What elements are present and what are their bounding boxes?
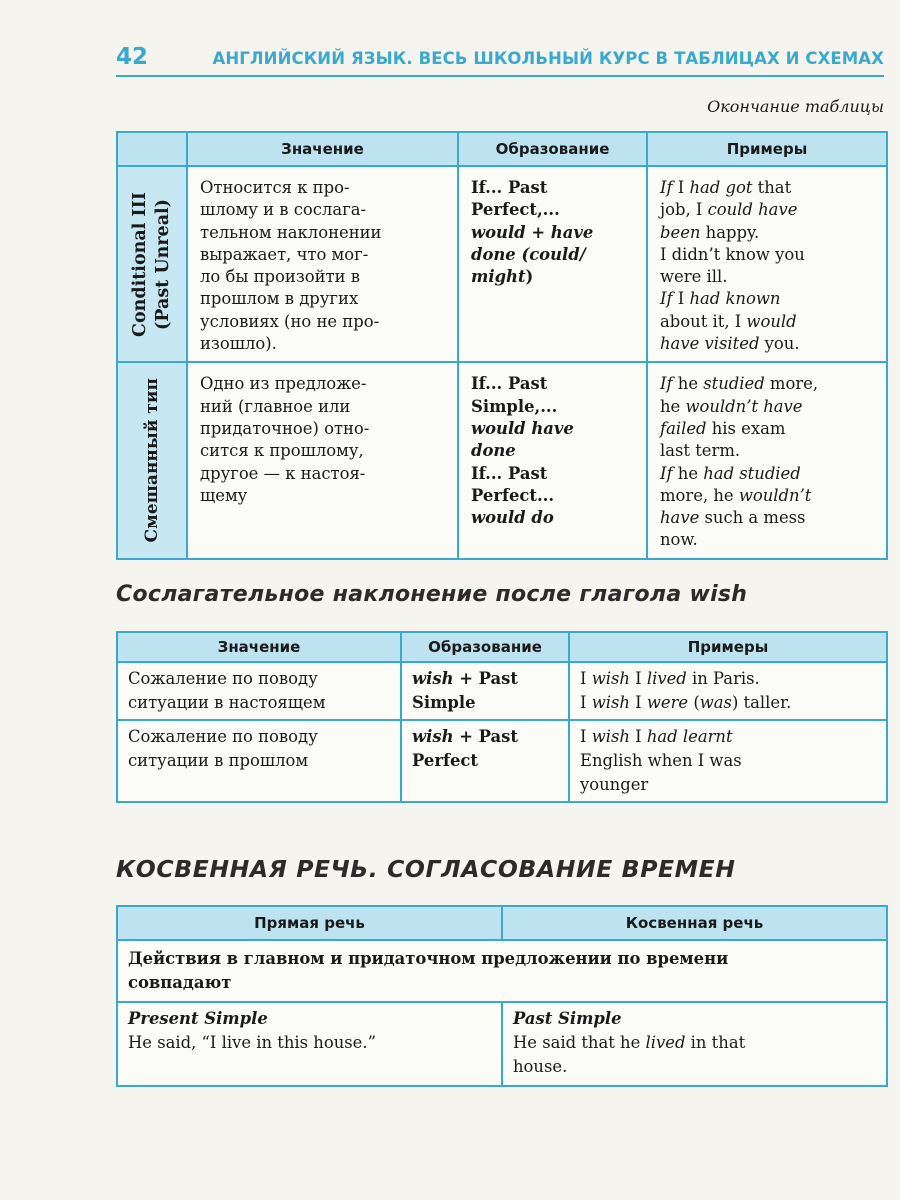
text-line: Perfect,...	[471, 200, 560, 220]
tense-label: Past Simple	[513, 1009, 622, 1028]
text-line: совпадают	[128, 973, 232, 992]
column-header: Примеры	[569, 632, 887, 662]
text-span: (	[688, 693, 700, 712]
text-line: last term.	[660, 441, 741, 461]
text-line: Сожаление по поводу	[128, 669, 318, 688]
text-line: изошло).	[200, 334, 277, 354]
column-header: Образование	[458, 132, 647, 166]
text-span: could have	[707, 200, 798, 220]
text-span: have	[660, 508, 700, 528]
text-span: wish	[412, 669, 454, 688]
text-span: in that	[685, 1033, 746, 1052]
text-span: failed	[660, 418, 707, 438]
reported-speech-table	[116, 905, 888, 1087]
direct-speech-cell	[117, 1002, 502, 1086]
meaning-cell	[187, 166, 458, 362]
text-span: was	[699, 693, 732, 712]
text-line: were ill.	[660, 267, 728, 287]
meaning-cell	[117, 720, 401, 802]
table-header-row	[117, 632, 887, 662]
text-line: now.	[660, 530, 698, 550]
reported-speech-cell	[502, 1002, 887, 1086]
section-title-reported-speech: КОСВЕННАЯ РЕЧЬ. СОГЛАСОВАНИЕ ВРЕМЕН	[116, 855, 736, 883]
examples-cell	[569, 662, 887, 720]
conditionals-table	[116, 131, 888, 560]
text-line: щему	[200, 485, 248, 505]
page-number: 42	[116, 44, 149, 70]
examples-cell	[647, 166, 887, 362]
text-span: more, he	[660, 485, 739, 505]
text-span: such a mess	[699, 508, 806, 528]
text-span: job, I	[660, 200, 708, 220]
text-span: would	[746, 311, 797, 331]
text-line: ний (главное или	[200, 396, 351, 416]
formation-cell	[401, 720, 569, 802]
text-span: lived	[646, 669, 687, 688]
text-line: сится к прошлому,	[200, 441, 364, 461]
table-row	[117, 720, 887, 802]
table-row	[117, 1002, 887, 1086]
text-line: Действия в главном и придаточном предложении по времени	[128, 949, 729, 968]
text-line: Относится к про-	[200, 178, 350, 197]
text-line: Simple	[412, 693, 476, 712]
text-line: шлому и в сослага-	[200, 200, 367, 220]
text-span: wouldn’t have	[685, 396, 803, 416]
text-span: He said that he	[513, 1033, 646, 1052]
text-span: I	[629, 727, 647, 746]
text-span: he	[672, 374, 704, 394]
text-span: been	[660, 222, 701, 242]
text-span: more,	[764, 374, 819, 394]
column-header: Прямая речь	[117, 906, 502, 940]
text-line: Perfect	[412, 751, 478, 770]
text-span: in Paris.	[686, 669, 760, 688]
text-span: had learnt	[646, 727, 733, 746]
text-span: I	[580, 727, 592, 746]
row-label	[129, 192, 175, 337]
text-line: If... Past	[471, 463, 548, 483]
text-span: wouldn’t	[738, 485, 812, 505]
text-span: he	[672, 463, 704, 483]
text-span: + Past	[453, 727, 518, 746]
running-header	[116, 44, 884, 78]
header-rule	[116, 75, 884, 77]
formation-cell	[458, 362, 647, 558]
examples-cell	[647, 362, 887, 558]
text-line: ло бы произойти в	[200, 267, 360, 287]
table-header-row	[117, 132, 887, 166]
text-span: + Past	[453, 669, 518, 688]
text-span: I	[629, 693, 647, 712]
text-line: другое — к настоя-	[200, 463, 366, 483]
text-span: he	[660, 396, 686, 416]
text-span: had studied	[703, 463, 801, 483]
section-title-wish: Сослагательное наклонение после глагола wish	[116, 582, 748, 607]
text-span: wish	[412, 727, 454, 746]
text-span: wish	[591, 727, 630, 746]
text-line: would have	[471, 418, 574, 438]
text-span: were	[646, 693, 689, 712]
text-span: happy.	[700, 222, 760, 242]
text-line: ситуации в прошлом	[128, 751, 309, 770]
text-span: I	[580, 669, 592, 688]
text-line: English when I was	[580, 751, 742, 770]
text-line: Perfect...	[471, 485, 555, 505]
text-line: done	[471, 441, 516, 461]
text-span: had known	[689, 289, 781, 309]
text-line: ситуации в настоящем	[128, 693, 326, 712]
text-span: that	[752, 178, 792, 197]
row-label-line: (Past Unreal)	[153, 198, 173, 330]
text-line: He said, “I live in this house.”	[128, 1033, 376, 1052]
note-cell	[117, 940, 887, 1002]
text-span: I	[580, 693, 592, 712]
text-line: If... Past	[471, 374, 548, 394]
formation-cell	[458, 166, 647, 362]
text-line: done (could/	[471, 244, 586, 264]
text-span: )	[525, 267, 534, 287]
column-header: Значение	[187, 132, 458, 166]
text-line: would + have	[471, 222, 594, 242]
wish-table	[116, 631, 888, 803]
row-label: Смешанный тип	[142, 378, 162, 543]
text-line: Simple,...	[471, 396, 558, 416]
text-span: ) taller.	[731, 693, 792, 712]
text-line: прошлом в других	[200, 289, 359, 309]
text-line: придаточное) отно-	[200, 418, 370, 438]
running-title: АНГЛИЙСКИЙ ЯЗЫК. ВЕСЬ ШКОЛЬНЫЙ КУРС В ТАБЛИЦАХ И СХЕМАХ	[212, 49, 884, 68]
text-line: I didn’t know you	[660, 244, 805, 264]
text-span: If	[660, 178, 673, 197]
text-span: lived	[645, 1033, 686, 1052]
text-span: I	[629, 669, 647, 688]
text-span: I	[672, 178, 690, 197]
text-span: If	[660, 463, 673, 483]
text-span: might	[471, 267, 526, 287]
text-span: his exam	[706, 418, 786, 438]
text-line: younger	[580, 775, 649, 794]
text-span: about it, I	[660, 311, 747, 331]
text-line: would do	[471, 508, 554, 528]
examples-cell	[569, 720, 887, 802]
table-row	[117, 166, 887, 362]
meaning-cell	[117, 662, 401, 720]
text-span: wish	[591, 693, 630, 712]
column-header: Значение	[117, 632, 401, 662]
text-line: тельном наклонении	[200, 222, 382, 242]
text-span: wish	[591, 669, 630, 688]
table-row	[117, 940, 887, 1002]
text-line: Сожаление по поводу	[128, 727, 318, 746]
row-label-cell	[117, 362, 187, 558]
table-row	[117, 362, 887, 558]
text-span: If	[660, 289, 673, 309]
row-label-cell	[117, 166, 187, 362]
table-row	[117, 662, 887, 720]
text-line: условиях (но не про-	[200, 311, 380, 331]
text-line: house.	[513, 1057, 568, 1076]
column-header: Примеры	[647, 132, 887, 166]
column-header: Косвенная речь	[502, 906, 887, 940]
text-line: If... Past	[471, 178, 548, 197]
corner-cell	[117, 132, 187, 166]
formation-cell	[401, 662, 569, 720]
text-line: Одно из предложе-	[200, 374, 367, 394]
text-line: выражает, что мог-	[200, 244, 369, 264]
text-span: have visited	[660, 334, 760, 354]
text-span: you.	[759, 334, 800, 354]
column-header: Образование	[401, 632, 569, 662]
text-span: had got	[689, 178, 753, 197]
meaning-cell	[187, 362, 458, 558]
table-header-row	[117, 906, 887, 940]
row-label-line: Conditional III	[130, 191, 150, 337]
tense-label: Present Simple	[128, 1009, 268, 1028]
continuation-label: Окончание таблицы	[707, 97, 884, 116]
text-span: studied	[703, 374, 765, 394]
text-span: If	[660, 374, 673, 394]
text-span: I	[672, 289, 690, 309]
